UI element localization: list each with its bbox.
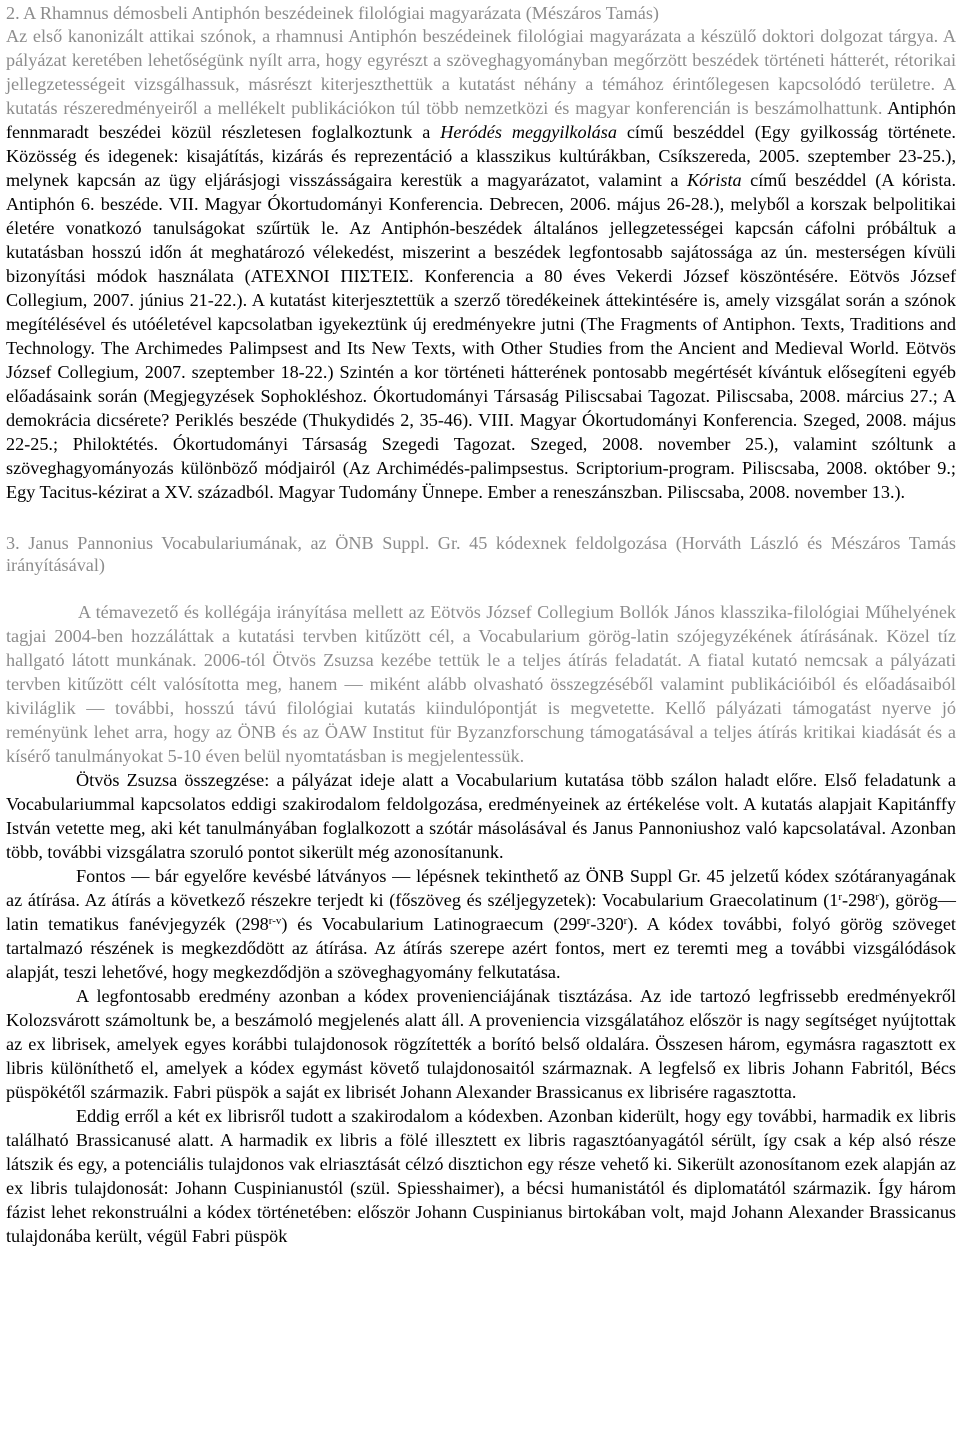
para3-text-c: ), görög—latin tematikus fanévjegyzék (298: [6, 890, 956, 934]
section-3-paragraph-2: Ötvös Zsuzsa összegzése: a pályázat ideje alatt a Vocabularium kutatása több szálon haladt előre. Első feladatunk a Vocabulariummal kapcsolatos eddigi szakirodalom feldolgozása, eredményeinek az értékelése volt. A kutatás alapjait Kapitánffy István vetette meg, aki két tanulmányában foglalkozott a szótár másolásával és Janus Pannoniushoz való kapcsolatával. Azonban több, további vizsgálatra szoruló pontot sikerült még azonosítanunk.: [6, 770, 956, 862]
section-2-body-text-a: Antiphón fennmaradt beszédei közül részletesen foglalkoztunk a: [6, 98, 956, 142]
speech-title-korista: Kórista: [687, 170, 742, 190]
para3-text-b: -298: [842, 890, 876, 910]
para3-text-d: ) és Vocabularium Latinograecum (299: [281, 914, 587, 934]
section-2-body: [6, 24, 956, 504]
folio-sup-2: r: [875, 891, 880, 903]
document-page: [6, 0, 956, 1248]
section-2-lead-grey: Az első kanonizált attikai szónok, a rhamnusi Antiphón beszédeinek filológiai magyarázata a készülő doktori dolgozat tárgya.: [6, 26, 943, 46]
para3-text-f: ). A kódex további, folyó görög szöveget tartalmazó részének is megkezdődött az átírása. Az átírás szerepe azért fontos, mert ez teremti meg a további vizsgálódások alapját, teszi lehetővé, hogy megkezdődjön a szöveghagyomány felkutatása.: [6, 914, 956, 982]
para3-text-e: -320: [590, 914, 624, 934]
para3-text-a: Fontos — bár egyelőre kevésbé látványos — lépésnek tekinthető az ÖNB Suppl Gr. 45 jelzetű kódex szótáranyagának az átírása. Az átírás a következő részekre terjedt ki (főszöveg és széljegyzetek): Vocabularium Graecolatinum (1: [6, 866, 956, 910]
section-3-heading: 3. Janus Pannonius Vocabulariumának, az ÖNB Suppl. Gr. 45 kódexnek feldolgozása (Horváth László és Mészáros Tamás irányításával): [6, 533, 956, 575]
speech-title-herodes: Heródés meggyilkolása: [440, 122, 617, 142]
folio-sup-5: r: [623, 915, 628, 927]
section-3-paragraph-3: [6, 864, 956, 984]
section-3-paragraph-1: A témavezető és kollégája irányítása mellett az Eötvös József Collegium Bollók János klasszika-filológiai Műhelyének tagjai 2004-ben hozzáláttak a kutatási tervben kitűzött cél, a Vocabularium görög-latin szójegyzékének átírásának. Közel tíz hallgató látott munkának. 2006-tól Ötvös Zsuzsa kezébe tettük le a teljes átírás feladatát. A fiatal kutató nemcsak a pályázati tervben kitűzött célt valósította meg, hanem — miként alább olvasható összegzéséből valamint publikációiból és előadásaiból kiviláglik — további, hosszú távú filológiai kutatás kiindulópontját is megvetette. Kellő pályázati támogatást nyerve jó reményünk lehet arra, hogy az ÖNB és az ÖAW Institut für Byzanzforschung támogatásával a teljes átírás kritikai kiadását és a kísérő tanulmányokat 5-10 éven belül nyomtatásban is megjelentessük.: [6, 602, 956, 766]
section-2-heading: 2. A Rhamnus démosbeli Antiphón beszédeinek filológiai magyarázata (Mészáros Tamás): [6, 3, 659, 23]
section-3-paragraph-4: A legfontosabb eredmény azonban a kódex provenienciájának tisztázása. Az ide tartozó legfrissebb eredményekről Kolozsvárott számoltunk be, a beszámoló megjelenés alatt áll. A proveniencia vizsgálatához először is nagy segítséget nyújtottak az ex librisek, amelyek egyes korábbi tulajdonosok rögzítették a borító belső oldalára. Összesen három, egymásra ragasztott ex libris különíthető el, amelyek a kódex egymást követő tulajdonosaitól származnak. A legfelső ex libris Johann Fabritól, Bécs püspökétől származik. Fabri püspök a saját ex librisét Johann Alexander Brassicanus ex librisére ragasztotta.: [6, 986, 956, 1102]
section-2-lead-grey-2: A pályázat keretében lehetőségünk nyílt arra, hogy egyrészt a szöveghagyományban megőrzött beszédek történeti hátterét, rétorikai jellegzetességeit vizsgálhassuk, másrészt kiterjeszthettük a kutatást néhány a témához érintőlegesen kapcsolódó területre. A kutatás részeredményeiről a mellékelt publikációkon túl több nemzetközi és magyar konferencián is beszámolhattunk.: [6, 26, 956, 118]
folio-sup-1: r: [838, 891, 843, 903]
section-3-paragraph-5: Eddig erről a két ex librisről tudott a szakirodalom a kódexben. Azonban kiderült, hogy egy további, harmadik ex libris található Brassicanusé alatt. A harmadik ex libris a fölé illesztett ex libris ragasztóanyagától sérült, így csak a kép alsó része látszik és egy, a potenciális tulajdonos vak elriasztását célzó disztichon egy része vehető ki. Sikerült azonosítanom ezek alapján az ex libris tulajdonosát: Johann Cuspinianustól (szül. Spiesshaimer), a bécsi humanistától és diplomatától származik. Így három fázist lehet rekonstruálni a kódex történetében: először Johann Cuspinianus birtokában volt, majd Johann Alexander Brassicanus tulajdonába került, végül Fabri püspök: [6, 1106, 956, 1246]
section-2-body-text-b: című beszéddel (Egy gyilkosság története. Közösség és idegenek: kisajátítás, kizárás és reprezentáció a klasszikus kultúrákban, Csíkszereda, 2005. szeptember 23-25.), melynek kapcsán az ügy eljárásjogi visszásságaira kerestük a magyarázatot, valamint a: [6, 122, 956, 190]
section-2-body-text-c: című beszéddel (A kórista. Antiphón 6. beszéde. VII. Magyar Ókortudományi Konferencia. Debrecen, 2006. május 26-28.), melyből a korszak belpolitikai életére vonatkozó tanulságokat szűrtük le. Az Antiphón-beszédek általános jellegzetességei kapcsán cáfolni próbáltuk a kutatásban hosszú időn át meghatározó vélekedést, miszerint a beszédek legfontosabb sajátossága az ún. mesterségen kívüli bizonyítási módok használata (ΑΤΕΧΝΟΙ ΠΙΣΤΕΙΣ. Konferencia a 80 éves Vekerdi József köszöntésére. Eötvös József Collegium, 2007. június 21-22.). A kutatást kiterjesztettük a szerző töredékeinek áttekintésére is, amely vizsgálat során a szónok megítélésével és utóéletével kapcsolatban igyekeztünk új eredményekre jutni (The Fragments of Antiphon. Texts, Traditions and Technology. The Archimedes Palimpsest and Its New Texts, with Other Studies from the Ancient and Medieval World. Eötvös József Collegium, 2007. szeptember 18-22.) Szintén a kor történeti hátterének pontosabb megértését kívántuk elősegíteni egyéb előadásaink során (Megjegyzések Sophokléshoz. Ókortudományi Társaság Piliscsabai Tagozat. Piliscsaba, 2008. március 27.; A demokrácia dicsérete? Periklés beszéde (Thukydidés 2, 35-46). VIII. Magyar Ókortudományi Konferencia. Szeged, 2008. május 22-25.; Philoktétés. Ókortudományi Társaság Szegedi Tagozat. Szeged, 2008. november 25.), valamint szóltunk a szöveghagyományozás különböző módjairól (Az Archimédés-palimpsestus. Scriptorium-program. Piliscsaba, 2008. október 9.; Egy Tacitus-kézirat a XV. századból. Magyar Tudomány Ünnepe. Ember a reneszánszban. Piliscsaba, 2008. november 13.).: [6, 170, 956, 502]
folio-sup-3: r-v: [268, 915, 282, 927]
folio-sup-4: r: [586, 915, 591, 927]
